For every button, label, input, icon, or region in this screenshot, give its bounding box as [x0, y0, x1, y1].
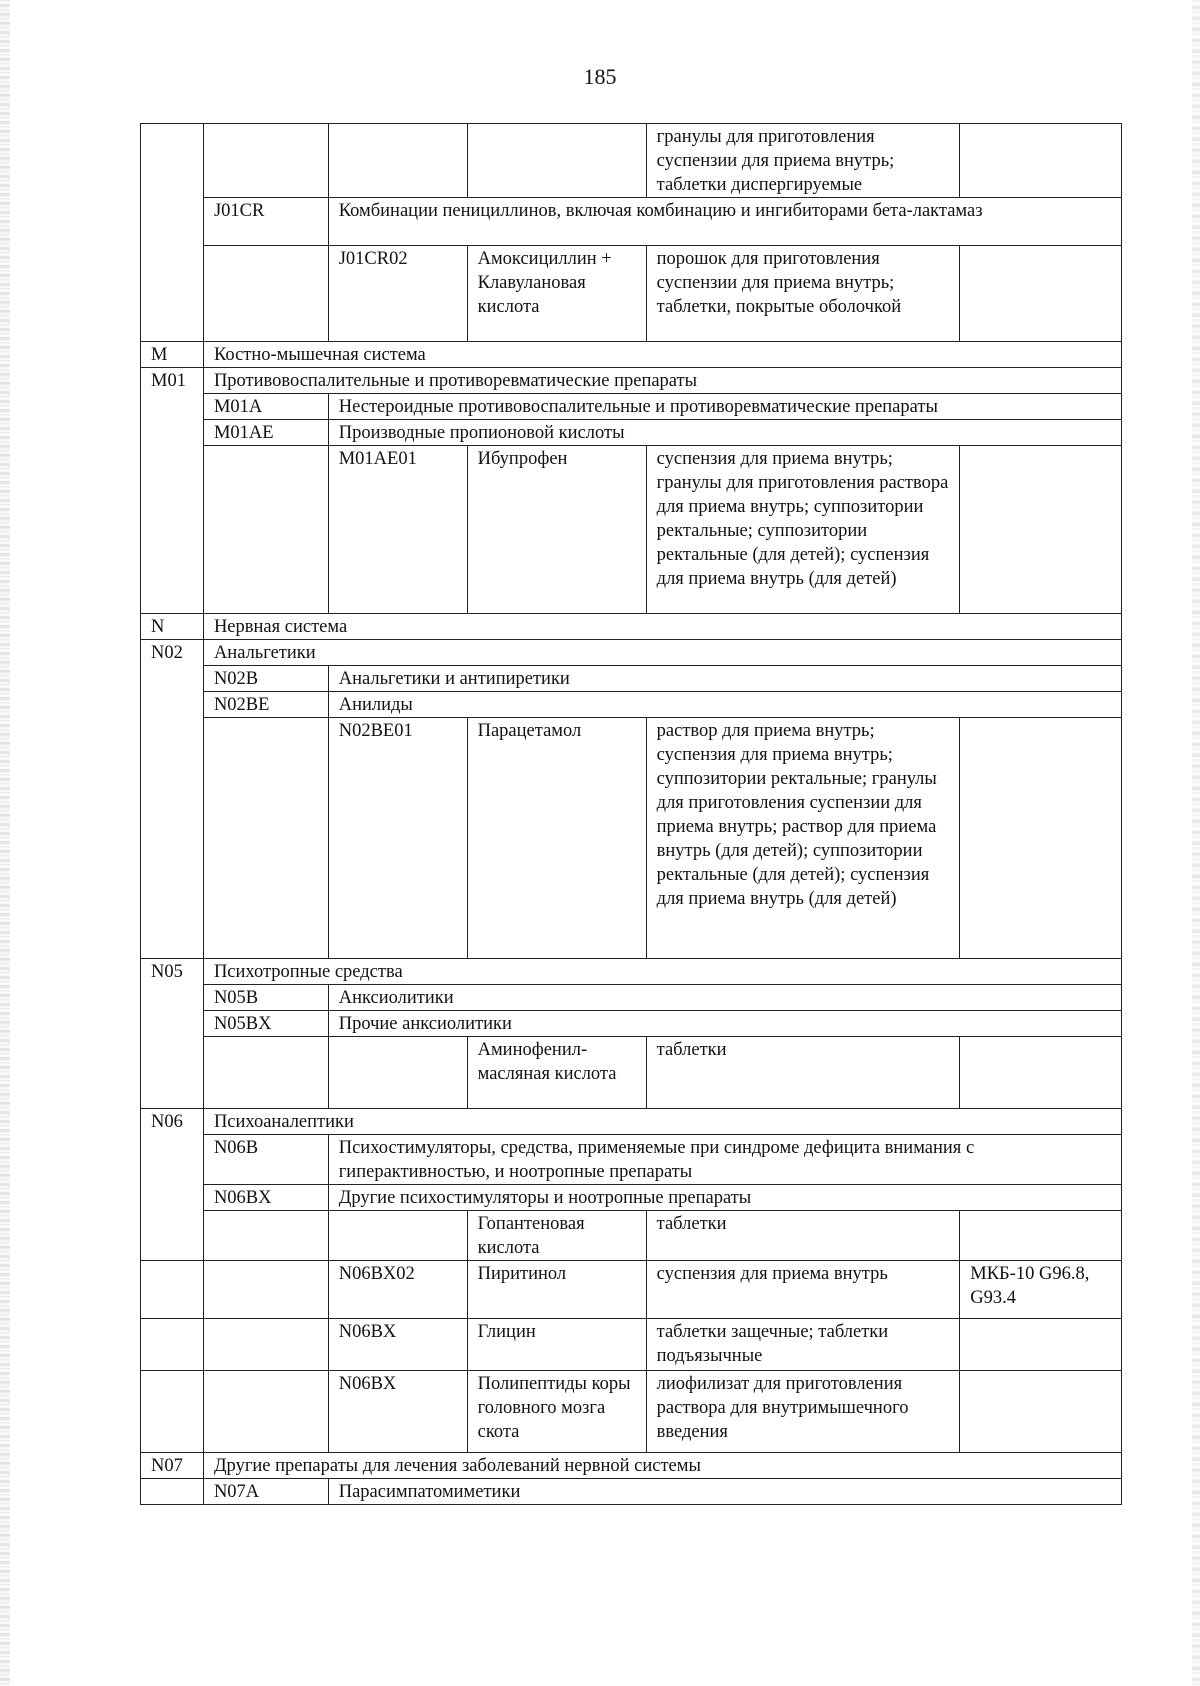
table-row: [141, 1109, 1122, 1135]
group-code-cell: N06: [141, 1109, 204, 1261]
table-row: [141, 1135, 1122, 1185]
group-name-cell: Нестероидные противовоспалительные и противоревматические препараты: [328, 394, 1121, 420]
table-row: [141, 692, 1122, 718]
group-name-cell: Нервная система: [203, 614, 1121, 640]
table-row: [141, 246, 1122, 342]
group-name-cell: Анальгетики и антипиретики: [328, 666, 1121, 692]
atc-code-cell: N06BX02: [328, 1261, 467, 1319]
atc-code-cell: J01CR02: [328, 246, 467, 342]
dosage-form-cell: таблетки защечные; таблетки подъязычные: [646, 1319, 960, 1371]
atc-drug-table: [140, 123, 1122, 1505]
group-name-cell: Психотропные средства: [203, 959, 1121, 985]
dosage-form-cell: суспензия для приема внутрь: [646, 1261, 960, 1319]
page-number: 185: [583, 64, 617, 89]
group-name-cell: Костно-мышечная система: [203, 342, 1121, 368]
scan-edge-left: [0, 0, 10, 1686]
table-row: [141, 1261, 1122, 1319]
group-code-cell: N07A: [203, 1479, 328, 1505]
dosage-form-cell: суспензия для приема внутрь; гранулы для приготовления раствора для приема внутрь; суппозитории ректальные; суппозитории ректальные (для детей); суспензия для приема внутрь (для детей): [646, 446, 960, 614]
group-name-cell: Анилиды: [328, 692, 1121, 718]
table-row: [141, 342, 1122, 368]
group-code-cell: N07: [141, 1453, 204, 1479]
dosage-form-cell: лиофилизат для приготовления раствора для внутримышечного введения: [646, 1371, 960, 1453]
table-row: [141, 1319, 1122, 1371]
table-row: [141, 124, 1122, 198]
scan-edge-right: [1192, 0, 1200, 1686]
group-code-cell: M01: [141, 368, 204, 614]
atc-code-cell: N06BX: [328, 1371, 467, 1453]
table-row: [141, 718, 1122, 959]
table-row: [141, 1037, 1122, 1109]
group-code-cell: N02: [141, 640, 204, 959]
atc-code-cell: N02BE01: [328, 718, 467, 959]
dosage-form-cell: таблетки: [646, 1211, 960, 1261]
group-code-cell: N06B: [203, 1135, 328, 1185]
table-row: [141, 1453, 1122, 1479]
group-name-cell: Парасимпатомиметики: [328, 1479, 1121, 1505]
group-code-cell: J01CR: [203, 198, 328, 246]
table-row: [141, 1371, 1122, 1453]
group-name-cell: Противовоспалительные и противоревматические препараты: [203, 368, 1121, 394]
group-code-cell: M01AE: [203, 420, 328, 446]
group-code-cell: N05: [141, 959, 204, 1109]
note-cell: МКБ-10 G96.8, G93.4: [960, 1261, 1122, 1319]
drug-name-cell: Пиритинол: [467, 1261, 646, 1319]
table-row: [141, 198, 1122, 246]
atc-code-cell: M01AE01: [328, 446, 467, 614]
dosage-form-cell: порошок для приготовления суспензии для приема внутрь; таблетки, покрытые оболочкой: [646, 246, 960, 342]
drug-name-cell: Гопантеновая кислота: [467, 1211, 646, 1261]
table-row: [141, 1479, 1122, 1505]
group-name-cell: Производные пропионовой кислоты: [328, 420, 1121, 446]
group-name-cell: Психостимуляторы, средства, применяемые при синдроме дефицита внимания с гиперактивностью, и ноотропные препараты: [328, 1135, 1121, 1185]
group-name-cell: Прочие анксиолитики: [328, 1011, 1121, 1037]
table-row: [141, 420, 1122, 446]
group-name-cell: Комбинации пенициллинов, включая комбинацию и ингибиторами бета-лактамаз: [328, 198, 1121, 246]
dosage-form-cell: раствор для приема внутрь; суспензия для приема внутрь; суппозитории ректальные; гранулы для приготовления суспензии для приема внутрь; раствор для приема внутрь (для детей); суппозитории ректальные (для детей); суспензия для приема внутрь (для детей): [646, 718, 960, 959]
group-code-cell: N05BX: [203, 1011, 328, 1037]
table-row: [141, 614, 1122, 640]
group-code-cell: M01A: [203, 394, 328, 420]
table-row: [141, 1185, 1122, 1211]
drug-name-cell: Ибупрофен: [467, 446, 646, 614]
table-row: [141, 394, 1122, 420]
table-row: [141, 640, 1122, 666]
table-row: [141, 985, 1122, 1011]
drug-name-cell: Амоксициллин + Клавулановая кислота: [467, 246, 646, 342]
group-code-cell: N: [141, 614, 204, 640]
group-name-cell: Другие препараты для лечения заболеваний нервной системы: [203, 1453, 1121, 1479]
dosage-form-cell: гранулы для приготовления суспензии для приема внутрь; таблетки диспергируемые: [646, 124, 960, 198]
group-code-cell: N02B: [203, 666, 328, 692]
dosage-form-cell: таблетки: [646, 1037, 960, 1109]
table-row: [141, 666, 1122, 692]
group-name-cell: Анальгетики: [203, 640, 1121, 666]
atc-code-cell: N06BX: [328, 1319, 467, 1371]
group-code-cell: N02BE: [203, 692, 328, 718]
drug-name-cell: Глицин: [467, 1319, 646, 1371]
drug-name-cell: Полипептиды коры головного мозга скота: [467, 1371, 646, 1453]
table-row: [141, 1211, 1122, 1261]
group-code-cell: N05B: [203, 985, 328, 1011]
group-code-cell: N06BX: [203, 1185, 328, 1211]
table-row: [141, 959, 1122, 985]
group-name-cell: Анксиолитики: [328, 985, 1121, 1011]
table-row: [141, 1011, 1122, 1037]
table-row: [141, 368, 1122, 394]
group-code-cell: M: [141, 342, 204, 368]
group-name-cell: Другие психостимуляторы и ноотропные препараты: [328, 1185, 1121, 1211]
drug-name-cell: Аминофенил-масляная кислота: [467, 1037, 646, 1109]
table-row: [141, 446, 1122, 614]
group-name-cell: Психоаналептики: [203, 1109, 1121, 1135]
drug-name-cell: Парацетамол: [467, 718, 646, 959]
